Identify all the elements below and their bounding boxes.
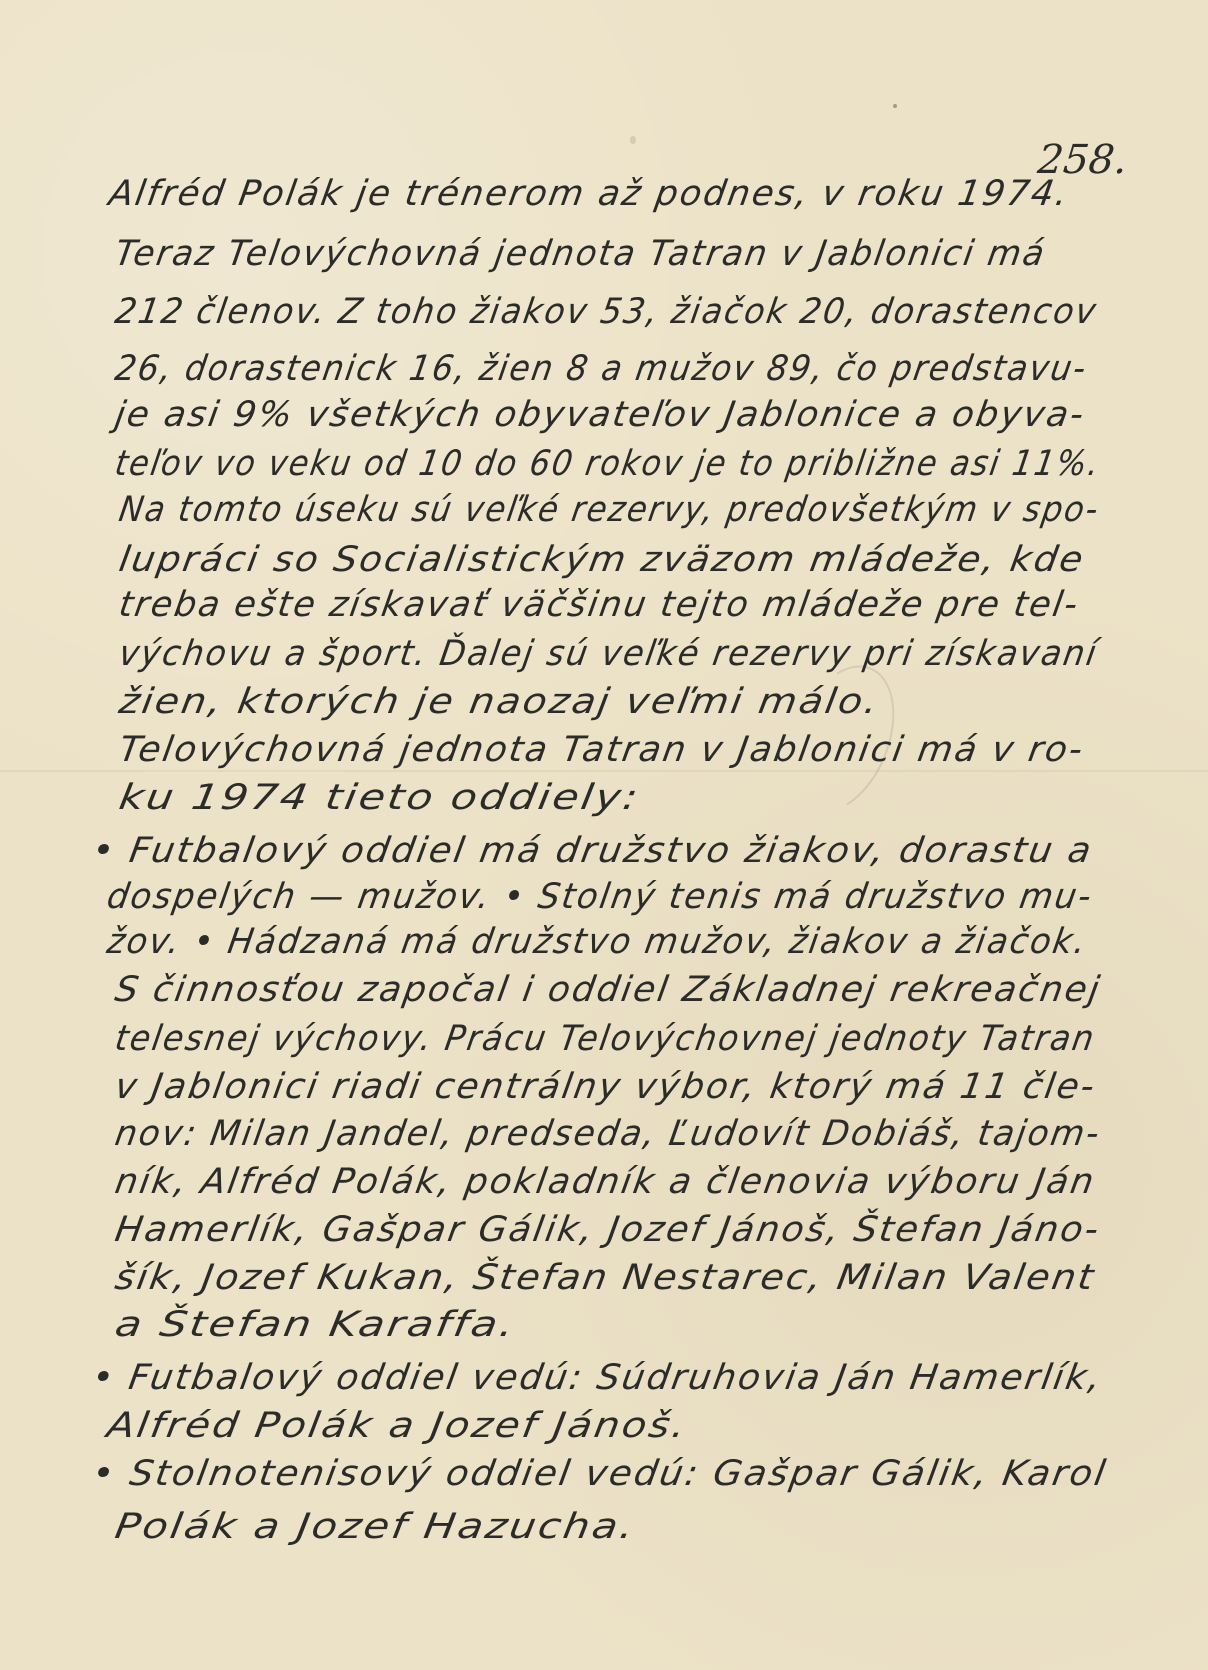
text-line: Na tomto úseku sú veľké rezervy, predovšetkým v spo- <box>116 490 1103 530</box>
page-number: 258. <box>1035 137 1130 183</box>
text-line: žien, ktorých je naozaj veľmi málo. <box>116 682 883 722</box>
text-line: lupráci so Socialistickým zväzom mládeže, kde <box>116 540 1088 580</box>
text-line: Polák a Jozef Hazucha. <box>112 1507 639 1547</box>
text-line: telesnej výchovy. Prácu Telovýchovnej jednoty Tatran <box>112 1019 1099 1059</box>
text-line: a Štefan Karaffa. <box>112 1305 519 1345</box>
text-line: žov. • Hádzaná má družstvo mužov, žiakov a žiačok. <box>104 922 1091 962</box>
text-line: šík, Jozef Kukan, Štefan Nestarec, Milan Valent <box>112 1258 1099 1298</box>
text-line: Alfréd Polák je trénerom až podnes, v roku 1974. <box>106 174 1073 214</box>
text-line: ku 1974 tieto oddiely: <box>116 778 643 818</box>
text-line: je asi 9% všetkých obyvateľov Jablonice a obyva- <box>112 395 1089 435</box>
text-line: Alfréd Polák a Jozef Jánoš. <box>104 1406 691 1446</box>
bullet-line: • Futbalový oddiel vedú: Súdruhovia Ján Hamerlík, <box>89 1358 1106 1398</box>
text-line: treba ešte získavať väčšinu tejto mládeže pre tel- <box>116 585 1083 625</box>
bullet-line: • Stolnotenisový oddiel vedú: Gašpar Gálik, Karol <box>89 1454 1110 1494</box>
text-line: ník, Alfréd Polák, pokladník a členovia výboru Ján <box>112 1162 1099 1202</box>
text-line: 26, dorastenick 16, žien 8 a mužov 89, čo predstavu- <box>112 349 1091 389</box>
text-line: výchovu a šport. Ďalej sú veľké rezervy pri získavaní <box>116 634 1101 674</box>
text-line: Teraz Telovýchovná jednota Tatran v Jablonici má <box>112 234 1049 274</box>
bullet-line: • Futbalový oddiel má družstvo žiakov, dorastu a <box>89 831 1096 871</box>
text-line: S činnosťou započal i oddiel Základnej rekreačnej <box>112 970 1104 1010</box>
text-line: dospelých — mužov. • Stolný tenis má družstvo mu- <box>104 877 1096 917</box>
text-line: 212 členov. Z toho žiakov 53, žiačok 20, dorastencov <box>112 292 1101 332</box>
text-line: nov: Milan Jandel, predseda, Ľudovít Dobiáš, tajom- <box>112 1114 1104 1154</box>
text-line: Hamerlík, Gašpar Gálik, Jozef Jánoš, Štefan Jáno- <box>112 1210 1104 1250</box>
text-line: Telovýchovná jednota Tatran v Jablonici má v ro- <box>116 730 1088 770</box>
text-line: teľov vo veku od 10 do 60 rokov je to približne asi 11%. <box>112 444 1104 484</box>
text-line: v Jablonici riadi centrálny výbor, ktorý má 11 čle- <box>112 1067 1099 1107</box>
